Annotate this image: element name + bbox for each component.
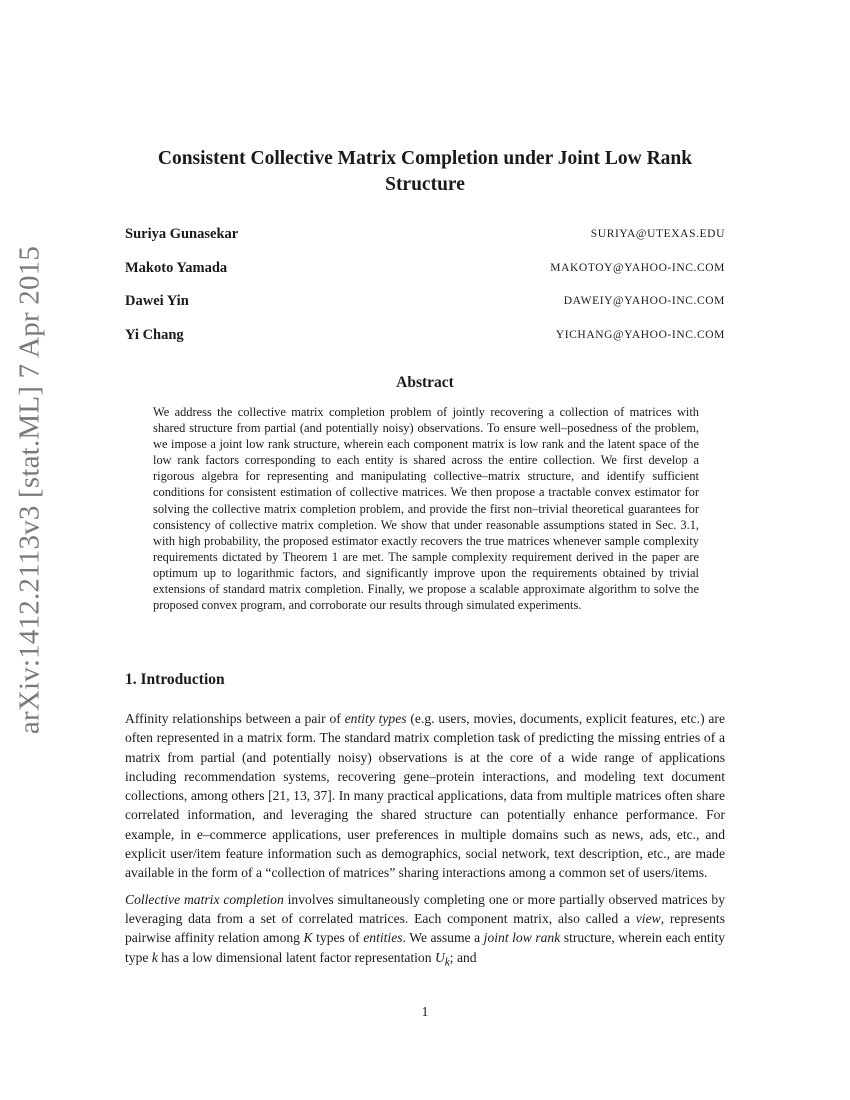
emphasis-text: entity types [344,711,407,726]
text-run: ; and [449,949,477,965]
abstract-heading: Abstract [396,374,454,391]
emphasis-text: joint low rank [483,930,561,946]
author-list [125,226,725,360]
author-name: Suriya Gunasekar [125,226,239,242]
text-run: (e.g. users, movies, documents, explicit features, etc.) are often represented in a matrix form. The standard matrix completion task of predicting the missing entries of a matrix from partial (and potentially noisy) observations is at the core of a wide range of applications including recommendation systems, recovering gene–protein interactions, and modeling text document collections, among others [21, 13, 37]. In many practical applications, data from multiple matrices often share correlated information, and leveraging the shared structure can potentially enhance performance. For example, in e–commerce applications, user preferences in multiple domains such as news, ads, etc., and explicit user/item feature information such as demographics, social network, text description, etc., are made available in the form of a “collection of matrices” sharing interactions among a common set of users/items. [125,711,725,881]
author-email: SURIYA@UTEXAS.EDU [590,228,725,240]
emphasis-text: entities [363,930,403,946]
intro-paragraph-1 [125,709,725,883]
author-name: Dawei Yin [125,293,189,309]
author-name: Yi Chang [125,326,184,343]
math-symbol: K [303,930,313,946]
intro-paragraph-2 [125,890,725,973]
text-run: , represents pairwise affinity relation among [125,910,725,946]
emphasis-text: view [635,910,661,926]
emphasis-text: Collective matrix completion [125,891,284,907]
text-run: structure, wherein each entity type [125,930,726,965]
author-row [125,327,725,361]
author-email: DAWEIY@YAHOO-INC.COM [563,295,725,307]
author-row [125,293,725,327]
arxiv-stamp [0,0,60,1100]
math-subscript: k [444,956,450,969]
math-symbol: U [434,949,445,965]
math-symbol: k [151,949,158,965]
author-row [125,260,725,294]
abstract-text: We address the collective matrix completion problem of jointly recovering a collection of matrices with shared structure from partial (and potentially noisy) observations. To ensure well–posedness of the problem, we impose a joint low rank structure, wherein each component matrix is low rank and the latent space of the low rank factors corresponding to each entity is shared across the entire collection. We first develop a rigorous algebra for representing and manipulating collective–matrix structure, and identify sufficient conditions for consistent estimation of collective matrices. We then propose a tractable convex estimator for solving the collective matrix completion problem, and provide the first non–trivial theoretical guarantees for consistency of collective matrix completion. We show that under reasonable assumptions stated in Sec. 3.1, with high probability, the proposed estimator exactly recovers the true matrices whenever sample complexity requirements dictated by Theorem 1 are met. The sample complexity requirement derived in the paper are optimum up to logarithmic factors, and significantly improve upon the requirements obtained by trivial extensions of standard matrix completion. Finally, we propose a scalable approximate algorithm to solve the proposed convex program, and corroborate our results through simulated experiments. [153,405,699,613]
author-email: MAKOTOY@YAHOO-INC.COM [550,261,725,274]
section-heading-introduction: 1. Introduction [125,671,225,688]
text-run: involves simultaneously completing one or more partially observed matrices by leveraging data from a set of correlated matrices. Each component matrix, also called a [125,891,725,926]
author-name: Makoto Yamada [125,259,228,276]
arxiv-identifier: arXiv:1412.2113v3 [stat.ML] 7 Apr 2015 [13,245,46,735]
paper-title: Consistent Collective Matrix Completion under Joint Low Rank Structure [157,148,693,195]
text-run: . We assume a [402,930,484,946]
page-number: 1 [421,1004,429,1019]
text-run: has a low dimensional latent factor representation [157,949,435,965]
author-row [125,226,725,260]
author-email: YICHANG@YAHOO-INC.COM [555,328,725,341]
introduction-body [125,709,725,980]
text-run: types of [312,930,364,946]
text-run: Affinity relationships between a pair of [125,711,345,726]
